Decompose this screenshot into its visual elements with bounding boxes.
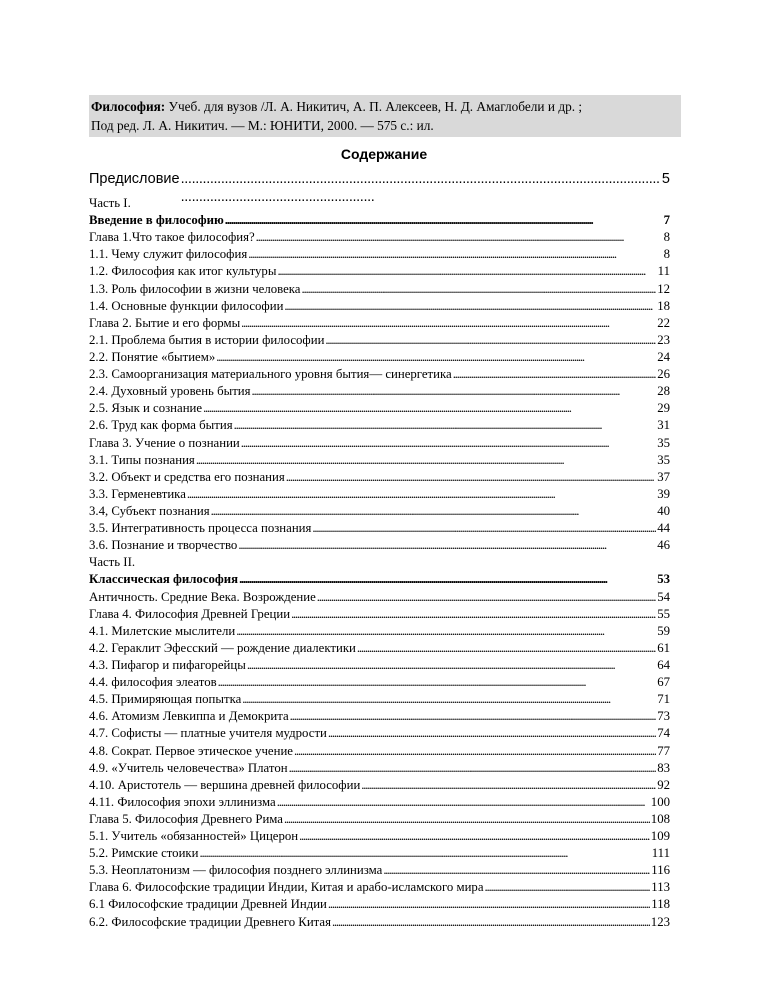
toc-entry bbox=[89, 452, 670, 469]
toc-preface-title: Предисловие bbox=[89, 171, 180, 187]
toc-dot-leader bbox=[284, 811, 650, 828]
toc-entry-page: 22 bbox=[657, 315, 670, 330]
toc-dot-leader bbox=[312, 520, 656, 537]
toc-entry-title: 4.7. Софисты — платные учителя мудрости bbox=[89, 726, 327, 741]
toc-entry-page: 77 bbox=[657, 743, 670, 758]
toc-entry-title: 4.1. Милетские мыслители bbox=[89, 623, 236, 638]
toc-entry bbox=[89, 708, 670, 725]
toc-entry-title: Глава 3. Учение о познании bbox=[89, 435, 240, 450]
toc-entry bbox=[89, 760, 670, 777]
toc-dot-leader bbox=[328, 725, 656, 742]
toc-dot-leader bbox=[291, 606, 656, 623]
toc-dot-leader bbox=[196, 452, 656, 469]
toc-entry-page: 123 bbox=[650, 914, 670, 929]
toc-entry-page: 23 bbox=[657, 332, 670, 347]
toc-entry-title: 6.2. Философские традиции Древнего Китая bbox=[89, 914, 331, 929]
toc-entry bbox=[89, 469, 670, 486]
toc-entry-page: 35 bbox=[657, 452, 670, 467]
citation-text-1: Учеб. для вузов /Л. А. Никитич, А. П. Алексеев, Н. Д. Амаглобели и др. ; bbox=[165, 99, 583, 114]
toc-dot-leader bbox=[290, 708, 657, 725]
toc-entry bbox=[89, 520, 670, 537]
toc-dot-leader bbox=[302, 281, 657, 298]
toc-entry-page: 53 bbox=[657, 572, 670, 587]
toc-entry bbox=[89, 606, 670, 623]
toc-dot-leader bbox=[485, 879, 651, 896]
toc-entry-page: 73 bbox=[657, 709, 670, 724]
toc-entry-title: 3.6. Познание и творчество bbox=[89, 538, 238, 553]
toc-entry-title: 4.4. философия элеатов bbox=[89, 675, 217, 690]
toc-entry bbox=[89, 879, 670, 896]
toc-dot-leader bbox=[256, 229, 663, 246]
toc-entry bbox=[89, 691, 670, 708]
toc-dot-leader bbox=[216, 349, 656, 366]
toc-entry-title: 1.3. Роль философии в жизни человека bbox=[89, 281, 301, 296]
toc-dot-leader bbox=[277, 794, 650, 811]
toc-entry-title: 4.3. Пифагор и пифагорейцы bbox=[89, 657, 246, 672]
toc-entry-title: 6.1 Философские традиции Древней Индии bbox=[89, 897, 327, 912]
toc-entry bbox=[89, 743, 670, 760]
toc-entry-title: Глава 5. Философия Древнего Рима bbox=[89, 811, 283, 826]
toc-entry-page: 8 bbox=[663, 230, 670, 245]
toc-entry bbox=[89, 298, 670, 315]
toc-dot-leader bbox=[203, 400, 656, 417]
toc-entry-page: 40 bbox=[657, 503, 670, 518]
toc-dot-leader bbox=[332, 914, 650, 931]
toc-entry-page: 54 bbox=[657, 589, 670, 604]
toc-entry bbox=[89, 400, 670, 417]
toc-entry-title: 4.9. «Учитель человечества» Платон bbox=[89, 760, 288, 775]
toc-entry-page: 44 bbox=[657, 521, 670, 536]
toc-entry-page: 46 bbox=[657, 538, 670, 553]
toc-entry-title: 2.5. Язык и сознание bbox=[89, 401, 203, 416]
toc-entry-title: Глава 2. Бытие и его формы bbox=[89, 315, 241, 330]
toc-entry bbox=[89, 349, 670, 366]
toc-entry bbox=[89, 589, 670, 606]
toc-entry-page: 31 bbox=[657, 418, 670, 433]
toc-entry-page: 109 bbox=[650, 829, 670, 844]
toc-entry-title: 1.1. Чему служит философия bbox=[89, 247, 248, 262]
citation-label: Философия: bbox=[91, 99, 166, 114]
toc-entry-page: 8 bbox=[663, 247, 670, 262]
toc-entry-title: 3.2. Объект и средства его познания bbox=[89, 469, 285, 484]
toc-entry bbox=[89, 896, 670, 913]
toc-entry-title: 5.3. Неоплатонизм — философия позднего эллинизма bbox=[89, 863, 383, 878]
toc-entry-title: 4.2. Гераклит Эфесский — рождение диалектики bbox=[89, 640, 356, 655]
toc-dot-leader bbox=[325, 332, 656, 349]
toc-entry-page: 116 bbox=[651, 863, 670, 878]
toc-entry bbox=[89, 725, 670, 742]
bibliographic-citation bbox=[89, 95, 681, 137]
toc-entry-page: 92 bbox=[657, 777, 670, 792]
toc-entry bbox=[89, 383, 670, 400]
toc-entry-page: 39 bbox=[657, 486, 670, 501]
toc-dot-leader bbox=[234, 417, 657, 434]
toc-entry bbox=[89, 246, 670, 263]
toc-entry-title: 4.6. Атомизм Левкиппа и Демокрита bbox=[89, 709, 289, 724]
toc-entry-page: 113 bbox=[651, 880, 670, 895]
toc-dot-leader bbox=[299, 828, 650, 845]
toc-entry-title: 3.1. Типы познания bbox=[89, 452, 195, 467]
toc-entry-title: Введение в философию bbox=[89, 213, 224, 228]
toc-entry-page: 12 bbox=[657, 281, 670, 296]
toc-entry-page: 18 bbox=[657, 298, 670, 313]
toc-entry bbox=[89, 315, 670, 332]
toc-entry-title: 1.4. Основные функции философии bbox=[89, 298, 284, 313]
toc-entry bbox=[89, 263, 670, 280]
toc-dot-leader bbox=[247, 657, 656, 674]
toc-entry bbox=[89, 845, 670, 862]
toc-entry bbox=[89, 503, 670, 520]
citation-line-2: Под ред. Л. А. Никитич. — М.: ЮНИТИ, 2000. — 575 с.: ил. bbox=[91, 118, 434, 133]
toc-preface-page: 5 bbox=[661, 171, 670, 187]
toc-entry bbox=[89, 417, 670, 434]
toc-entry-title: Часть II. bbox=[89, 555, 136, 570]
toc-entry bbox=[89, 195, 670, 212]
toc-entry-page: 59 bbox=[657, 623, 670, 638]
toc-entry-page: 55 bbox=[657, 606, 670, 621]
toc-entry-page: 7 bbox=[663, 213, 670, 228]
toc-entry-title: Часть I. bbox=[89, 196, 131, 210]
toc-dot-leader bbox=[236, 623, 656, 640]
toc-entry bbox=[89, 777, 670, 794]
toc-entry-page: 24 bbox=[657, 349, 670, 364]
toc-dot-leader bbox=[289, 760, 657, 777]
toc-entry-title: 2.4. Духовный уровень бытия bbox=[89, 384, 251, 399]
toc-entry bbox=[89, 640, 670, 657]
toc-dot-leader bbox=[241, 315, 656, 332]
table-of-contents bbox=[89, 195, 670, 931]
toc-entry-title: 3.5. Интегративность процесса познания bbox=[89, 521, 312, 536]
citation-line-1 bbox=[91, 97, 681, 116]
toc-entry-page: 118 bbox=[651, 897, 670, 912]
toc-entry bbox=[89, 571, 670, 588]
toc-entry-title: 2.6. Труд как форма бытия bbox=[89, 418, 233, 433]
toc-entry-title: Глава 6. Философские традиции Индии, Китая и арабо-исламского мира bbox=[89, 880, 484, 895]
toc-entry-title: 5.2. Римские стоики bbox=[89, 846, 199, 861]
toc-entry-page: 67 bbox=[657, 675, 670, 690]
toc-entry-title: 4.11. Философия эпохи эллинизма bbox=[89, 794, 276, 809]
toc-entry bbox=[89, 332, 670, 349]
toc-entry bbox=[89, 486, 670, 503]
toc-entry-page: 108 bbox=[650, 811, 670, 826]
toc-entry bbox=[89, 366, 670, 383]
toc-entry-title: Глава 1.Что такое философия? bbox=[89, 230, 255, 245]
toc-entry-page: 11 bbox=[657, 264, 670, 279]
toc-entry-page: 83 bbox=[657, 760, 670, 775]
toc-entry bbox=[89, 212, 670, 229]
toc-entry-page: 100 bbox=[650, 794, 670, 809]
toc-dot-leader bbox=[284, 298, 656, 315]
toc-entry-title: 4.8. Сократ. Первое этическое учение bbox=[89, 743, 293, 758]
toc-dot-leader bbox=[361, 777, 656, 794]
toc-dot-leader bbox=[225, 212, 663, 229]
toc-entry bbox=[89, 435, 670, 452]
toc-dot-leader bbox=[239, 571, 656, 588]
toc-entry-title: 3.4, Субъект познания bbox=[89, 503, 210, 518]
toc-dot-leader bbox=[286, 469, 656, 486]
toc-entry bbox=[89, 914, 670, 931]
toc-entry-title: Классическая философия bbox=[89, 572, 239, 587]
toc-entry bbox=[89, 828, 670, 845]
toc-entry-page: 71 bbox=[657, 692, 670, 707]
toc-dot-leader bbox=[277, 263, 656, 280]
toc-entry-title: 2.3. Самоорганизация материального уровня бытия— синергетика bbox=[89, 367, 452, 382]
toc-entry-page: 26 bbox=[657, 367, 670, 382]
toc-entry-title: 5.1. Учитель «обязанностей» Цицерон bbox=[89, 829, 299, 844]
toc-dot-leader bbox=[453, 366, 657, 383]
toc-entry-page: 29 bbox=[657, 401, 670, 416]
toc-dot-leader bbox=[317, 589, 656, 606]
toc-dot-leader bbox=[294, 743, 656, 760]
toc-entry-page: 28 bbox=[657, 384, 670, 399]
toc-entry-title: Глава 4. Философия Древней Греции bbox=[89, 606, 291, 621]
toc-dot-leader bbox=[383, 862, 650, 879]
toc-dot-leader bbox=[238, 537, 656, 554]
toc-dot-leader bbox=[187, 486, 656, 503]
toc-entry bbox=[89, 674, 670, 691]
toc-dot-leader bbox=[241, 435, 656, 452]
toc-entry-page: 35 bbox=[657, 435, 670, 450]
toc-dot-leader bbox=[248, 246, 662, 263]
toc-dot-leader bbox=[252, 383, 657, 400]
toc-dot-leader bbox=[357, 640, 656, 657]
toc-entry-title: 1.2. Философия как итог культуры bbox=[89, 264, 277, 279]
toc-entry bbox=[89, 281, 670, 298]
toc-entry-title: 2.1. Проблема бытия в истории философии bbox=[89, 332, 325, 347]
toc-entry bbox=[89, 623, 670, 640]
contents-heading: Содержание bbox=[340, 146, 428, 162]
toc-entry-page: 37 bbox=[657, 469, 670, 484]
toc-dot-leader bbox=[328, 896, 650, 913]
toc-entry-page: 74 bbox=[657, 726, 670, 741]
toc-entry bbox=[89, 657, 670, 674]
toc-dot-leader bbox=[200, 845, 651, 862]
toc-entry-title: Античность. Средние Века. Возрождение bbox=[89, 589, 316, 604]
toc-entry bbox=[89, 229, 670, 246]
toc-entry-title: 3.3. Герменевтика bbox=[89, 486, 186, 501]
toc-dot-leader bbox=[218, 674, 657, 691]
toc-entry-title: 4.10. Аристотель — вершина древней философии bbox=[89, 777, 361, 792]
toc-entry-page: 64 bbox=[657, 657, 670, 672]
toc-entry-title: 4.5. Примиряющая попытка bbox=[89, 692, 242, 707]
toc-entry bbox=[89, 862, 670, 879]
toc-entry-page: 61 bbox=[657, 640, 670, 655]
toc-entry bbox=[89, 537, 670, 554]
toc-entry-title: 2.2. Понятие «бытием» bbox=[89, 349, 216, 364]
toc-entry bbox=[89, 811, 670, 828]
toc-dot-leader bbox=[242, 691, 656, 708]
toc-entry bbox=[89, 794, 670, 811]
toc-dot-leader bbox=[211, 503, 657, 520]
toc-entry bbox=[89, 554, 670, 571]
toc-entry-page: 111 bbox=[651, 846, 670, 861]
